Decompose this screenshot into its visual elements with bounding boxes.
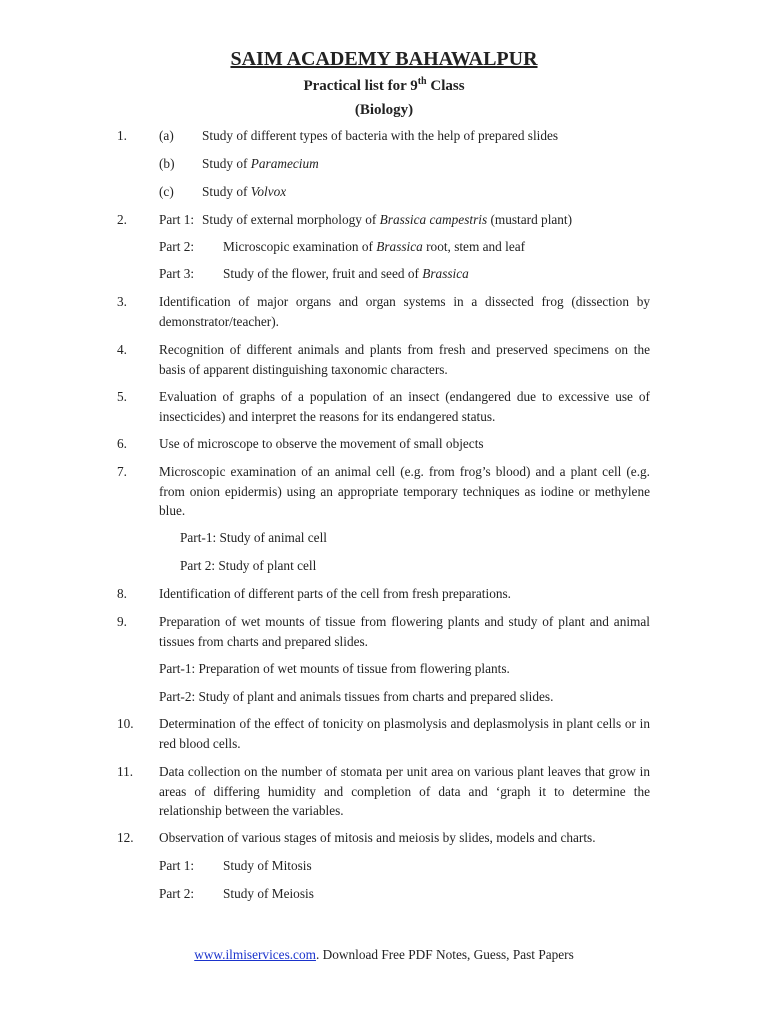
part-text-pre: Microscopic examination of (223, 239, 377, 254)
item-number: 1. (117, 128, 127, 143)
part-text-post: (mustard plant) (487, 212, 573, 227)
item-text: Use of microscope to observe the movement of small objects (159, 436, 484, 451)
sub-label: (c) (159, 184, 174, 199)
part-label: Part 2: (159, 886, 195, 901)
subject: (Biology) (354, 102, 414, 118)
part-label: Part 3: (159, 266, 195, 281)
subtitle-sup: th (417, 76, 427, 87)
item-text: Determination of the effect of tonicity on plasmolysis and deplasmolysis in plant cells or in red blood cells. (159, 716, 650, 751)
item-number: 6. (117, 436, 127, 451)
sub-text-pre: Study of (202, 156, 251, 171)
item-text: Identification of different parts of the cell from fresh preparations. (159, 586, 511, 601)
item-text: Data collection on the number of stomata per unit area on various plant leaves that grow in areas of differing humidity and completion of data and ‘graph it to determine the relationship between the variables. (159, 764, 650, 818)
part-label: Part 1: (159, 212, 195, 227)
subtitle-pre: Practical list for 9 (303, 78, 418, 94)
part-text: Part 2: Study of plant cell (180, 558, 317, 573)
species-name: Brassica campestris (379, 212, 488, 227)
part-text: Part-1: Study of animal cell (180, 530, 327, 545)
sub-label: (a) (159, 128, 174, 143)
sub-label: (b) (159, 156, 175, 171)
part-label: Part 1: (159, 858, 195, 873)
item-number: 5. (117, 389, 127, 404)
footer (0, 947, 768, 963)
subtitle-post: Class (426, 78, 465, 94)
part-text: Part-2: Study of plant and animals tissues from charts and prepared slides. (159, 689, 554, 704)
item-number: 12. (117, 830, 134, 845)
footer-link[interactable]: www.ilmiservices.com (194, 947, 316, 962)
footer-text: . Download Free PDF Notes, Guess, Past Papers (315, 947, 574, 962)
item-text: Identification of major organs and organ systems in a dissected frog (dissection by demonstrator/teacher). (159, 294, 650, 329)
item-text: Recognition of different animals and plants from fresh and preserved specimens on the basis of apparent distinguishing taxonomic characters. (159, 342, 650, 377)
item-number: 10. (117, 716, 134, 731)
species-name: Brassica (422, 266, 469, 281)
part-text (223, 237, 525, 257)
sub-text (202, 182, 286, 202)
part-text: Part-1: Preparation of wet mounts of tissue from flowering plants. (159, 661, 510, 676)
part-text (223, 264, 469, 284)
page-title: SAIM ACADEMY BAHAWALPUR (230, 48, 538, 70)
item-text: Evaluation of graphs of a population of an insect (endangered due to excessive use of insecticides) and interpret the reasons for its endangered status. (159, 389, 650, 424)
sub-text (202, 154, 319, 174)
part-text: Study of Mitosis (223, 858, 312, 873)
sub-text-pre: Study of (202, 184, 251, 199)
part-text-pre: Study of external morphology of (202, 212, 380, 227)
item-number: 11. (117, 764, 134, 779)
item-text: Observation of various stages of mitosis and meiosis by slides, models and charts. (159, 830, 596, 845)
part-text (202, 210, 572, 230)
species-name: Volvox (250, 184, 287, 199)
subtitle (0, 76, 768, 95)
sub-text: Study of different types of bacteria with the help of prepared slides (202, 128, 559, 143)
item-number: 4. (117, 342, 127, 357)
part-label: Part 2: (159, 239, 195, 254)
item-number: 9. (117, 614, 127, 629)
part-text: Study of Meiosis (223, 886, 314, 901)
item-text: Microscopic examination of an animal cell (e.g. from frog’s blood) and a plant cell (e.g. from onion epidermis) using an appropriate temporary techniques as iodine or methylene blue. (159, 464, 650, 518)
part-text-post: root, stem and leaf (422, 239, 526, 254)
species-name: Paramecium (250, 156, 319, 171)
species-name: Brassica (376, 239, 423, 254)
item-number: 8. (117, 586, 127, 601)
item-number: 7. (117, 464, 127, 479)
item-number: 2. (117, 212, 127, 227)
part-text-pre: Study of the flower, fruit and seed of (223, 266, 423, 281)
item-text: Preparation of wet mounts of tissue from flowering plants and study of plant and animal tissues from charts and prepared slides. (159, 614, 650, 649)
item-number: 3. (117, 294, 127, 309)
